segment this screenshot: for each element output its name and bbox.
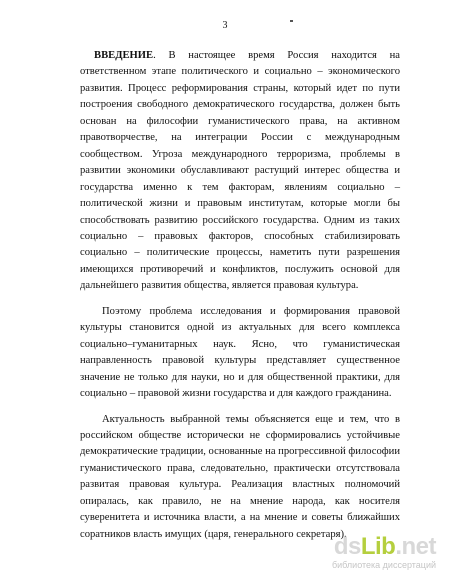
intro-paragraph <box>80 48 400 295</box>
intro-text: . В настоящее время Россия находится на ответственном этапе политического и социально – экономического развития. Процесс реформирования страны, который идет по пути построения свободного демократического государства, должен быть основан на философии гуманистического права, на активном правотворчестве, на интеграции России с международным сообществом. Угроза международного терроризма, проблемы в развитии экономики обуславливают растущий интерес общества и государства именно к тем факторам, явлениям социально – политической жизни и правовым институтам, которые могли бы способствовать развитию российского государства. Одним из таких социально – правовых факторов, способных стабилизировать социально – политические процессы, наметить пути разрешения имеющихся противоречий и конфликтов, послужить основой для дальнейшего развития общества, является правовая культура. <box>80 50 400 292</box>
watermark-logo-text: dsLib.net <box>333 533 436 560</box>
watermark-tagline: библиотека диссертаций <box>331 560 436 570</box>
watermark-logo <box>324 535 436 559</box>
paragraph-3: Актуальность выбранной темы объясняется еще и тем, что в российском обществе исторически не сформировались устойчивые демократические традиции, основанные на прогрессивной философии гуманистического права, следовательно, практически отсутствовала развитая правовая культура. Реализация властных полномочий опиралась, как правило, не на мнение народа, как носителя суверенитета и источника власти, а на мнение и советы ближайших соратников власть имущих (царя, генерального секретаря). <box>80 413 400 540</box>
intro-heading: ВВЕДЕНИЕ <box>94 50 154 61</box>
watermark-logo-accent: Lib <box>360 533 396 560</box>
paragraph-2: Поэтому проблема исследования и формирования правовой культуры становится одной из актуальных для всего комплекса социально–гуманитарных наук. Ясно, что гуманистическая направленность правовой культуры представляет существенное значение не только для науки, но и для общественной практики, для социально – правовой жизни государства и для каждого гражданина. <box>80 305 400 400</box>
document-body <box>80 48 400 552</box>
scan-speck <box>290 20 293 22</box>
page-number: 3 <box>222 20 228 31</box>
watermark <box>324 535 436 570</box>
